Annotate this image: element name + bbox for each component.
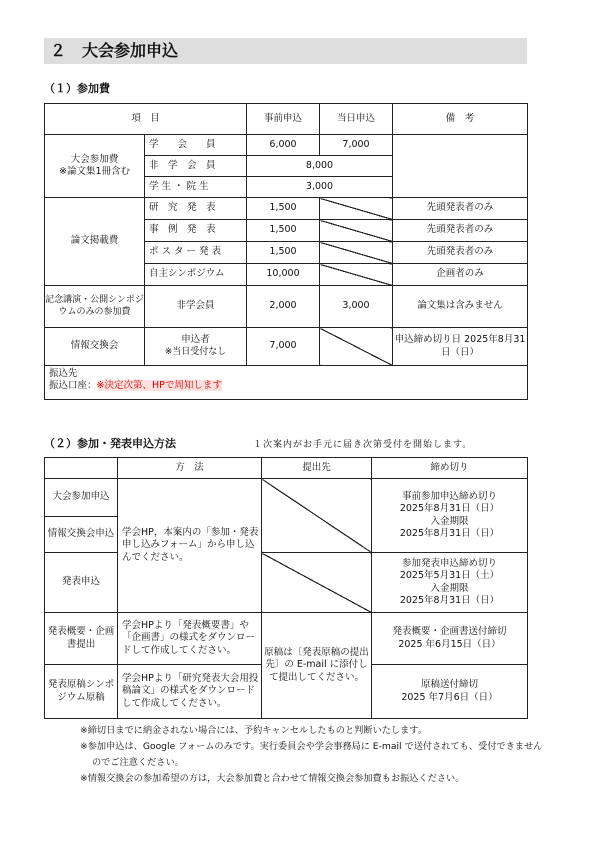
paper-row-pre: 1,500 (247, 242, 320, 264)
transfer-cell (45, 366, 528, 400)
deadline-line: 2025年8月31日（日） (399, 594, 500, 606)
paper-row-label: ポ ス タ ー 発 表 (145, 242, 247, 264)
method-summary: 学会HPより「発表概要書」や「企画書」の様式をダウンロードして作成してください。 (118, 613, 262, 665)
conf-row-day: 7,000 (320, 135, 393, 156)
paper-row-note: 先頭発表者のみ (393, 198, 528, 220)
exchange-fee-label: 情報交換会 (45, 328, 145, 366)
transfer-title: 振込先 (49, 368, 78, 379)
notes (80, 723, 542, 787)
apply-row-label: 発表申込 (45, 553, 118, 613)
paper-row-note: 先頭発表者のみ (393, 242, 528, 264)
deadline-conf (372, 479, 528, 553)
transfer-account-label: 振込口座： (49, 380, 97, 392)
deadline-present (372, 553, 528, 613)
note-line: ※締切日までに納金されない場合には、予約キャンセルしたものと判断いたします。 (80, 725, 427, 736)
paper-row-label: 事 例 発 表 (145, 220, 247, 242)
apply-row-label: 発表概要・企画書提出 (45, 613, 118, 665)
lecture-row-day: 3,000 (320, 286, 393, 328)
deadline-line: 2025年8月31日（日） (399, 527, 500, 539)
exchange-row-sub: ※当日受付なし (164, 347, 227, 358)
exchange-row-title: 申込者 (181, 333, 210, 345)
note-line: のでご注意ください。 (92, 757, 184, 768)
header-day: 当日申込 (320, 104, 393, 135)
paper-row-note: 先頭発表者のみ (393, 220, 528, 242)
paper-row-label: 研 究 発 表 (145, 198, 247, 220)
conf-row-label: 学 会 員 (145, 135, 247, 156)
conf-fee-title: 大会参加費 (70, 153, 119, 165)
header-note: 備 考 (393, 104, 528, 135)
diagonal-cell (262, 479, 372, 553)
paper-row-pre: 10,000 (247, 264, 320, 286)
header-deadline: 締め切り (372, 458, 528, 479)
lecture-row-pre: 2,000 (247, 286, 320, 328)
lecture-fee-label: 記念講演・公開シンポジウムのみの参加費 (45, 286, 145, 328)
diagonal-cell (320, 242, 393, 264)
apply-row-label: 発表原稿シンポジウム原稿 (45, 665, 118, 719)
note-line: ※情報交換会の参加希望の方は，大会参加費と合わせて情報交換会参加費もお振込ください。 (80, 773, 465, 784)
apply-heading: （２）参加・発表申込方法 (44, 437, 176, 450)
apply-row-label: 情報交換会申込 (45, 517, 118, 553)
conf-row-label: 学 生 ・ 院 生 (145, 177, 247, 198)
apply-notice: １次案内がお手元に届き次第受付を開始します。 (253, 440, 473, 450)
method-manuscript: 学会HPより「研究発表大会用投稿論文」の様式をダウンロードして作成してください。 (118, 665, 262, 719)
diagonal-cell (262, 553, 372, 613)
diagonal-cell (320, 220, 393, 242)
lecture-row-note: 論文集は含みません (393, 286, 528, 328)
deadline-line: 参加発表申込締め切り (401, 557, 497, 569)
diagonal-cell (320, 264, 393, 286)
method-online: 学会HP，本案内の「参加・発表申し込みフォーム」から申し込んでください。 (118, 479, 262, 613)
conf-fee-sub: ※論文集1冊含む (58, 166, 130, 177)
header-method: 方 法 (118, 458, 262, 479)
diagonal-cell (320, 328, 393, 366)
lecture-row-label: 非学会員 (145, 286, 247, 328)
deadline-line: 事前参加申込締め切り (401, 490, 497, 502)
deadline-line: 2025 年6月15日（日） (398, 638, 501, 650)
header-blank (45, 458, 118, 479)
exchange-row-note: 申込締め切り日 2025年8月31日（日） (393, 328, 528, 366)
deadline-line: 入金期限 (430, 515, 469, 527)
apply-table (44, 457, 528, 719)
deadline-line: 入金期限 (430, 582, 469, 594)
conf-row-merged: 3,000 (247, 177, 393, 198)
diagonal-cell (320, 198, 393, 220)
apply-row-label: 大会参加申込 (45, 479, 118, 517)
header-item: 項 目 (45, 104, 247, 135)
exchange-row-pre: 7,000 (247, 328, 320, 366)
conf-fee-label (45, 135, 145, 198)
conf-row-merged: 8,000 (247, 156, 393, 177)
deadline-line: 2025年8月31日（日） (399, 503, 500, 515)
paper-row-pre: 1,500 (247, 220, 320, 242)
paper-row-label: 自主シンポジウム (145, 264, 247, 286)
paper-fee-label: 論文掲載費 (45, 198, 145, 286)
section-title: ２ 大会参加申込 (44, 38, 527, 64)
paper-row-note: 企画者のみ (393, 264, 528, 286)
transfer-pending: ※決定次第、HPで周知します (96, 380, 222, 392)
deadline-line: 2025 年7月6日（日） (401, 691, 498, 703)
header-pre: 事前申込 (247, 104, 320, 135)
dest-email: 原稿は〔発表原稿の提出先〕の E-mail に添付して提出してください。 (262, 613, 372, 719)
exchange-row-label (145, 328, 247, 366)
conf-note (393, 135, 528, 198)
fee-table (44, 103, 528, 400)
deadline-manuscript (372, 665, 528, 719)
conf-row-label: 非 学 会 員 (145, 156, 247, 177)
deadline-line: 2025年5月31日（土） (399, 570, 500, 582)
deadline-line: 原稿送付締切 (420, 679, 478, 691)
transfer-account-line (49, 380, 527, 392)
deadline-line: 発表概要・企画書送付締切 (392, 626, 507, 638)
conf-row-pre: 6,000 (247, 135, 320, 156)
note-line: ※参加申込は、Google フォームのみです。実行委員会や学会事務局に E-mail で送付されても、受付できません (80, 741, 543, 752)
fee-heading: （１）参加費 (44, 82, 110, 95)
header-dest: 提出先 (262, 458, 372, 479)
paper-row-pre: 1,500 (247, 198, 320, 220)
deadline-summary (372, 613, 528, 665)
